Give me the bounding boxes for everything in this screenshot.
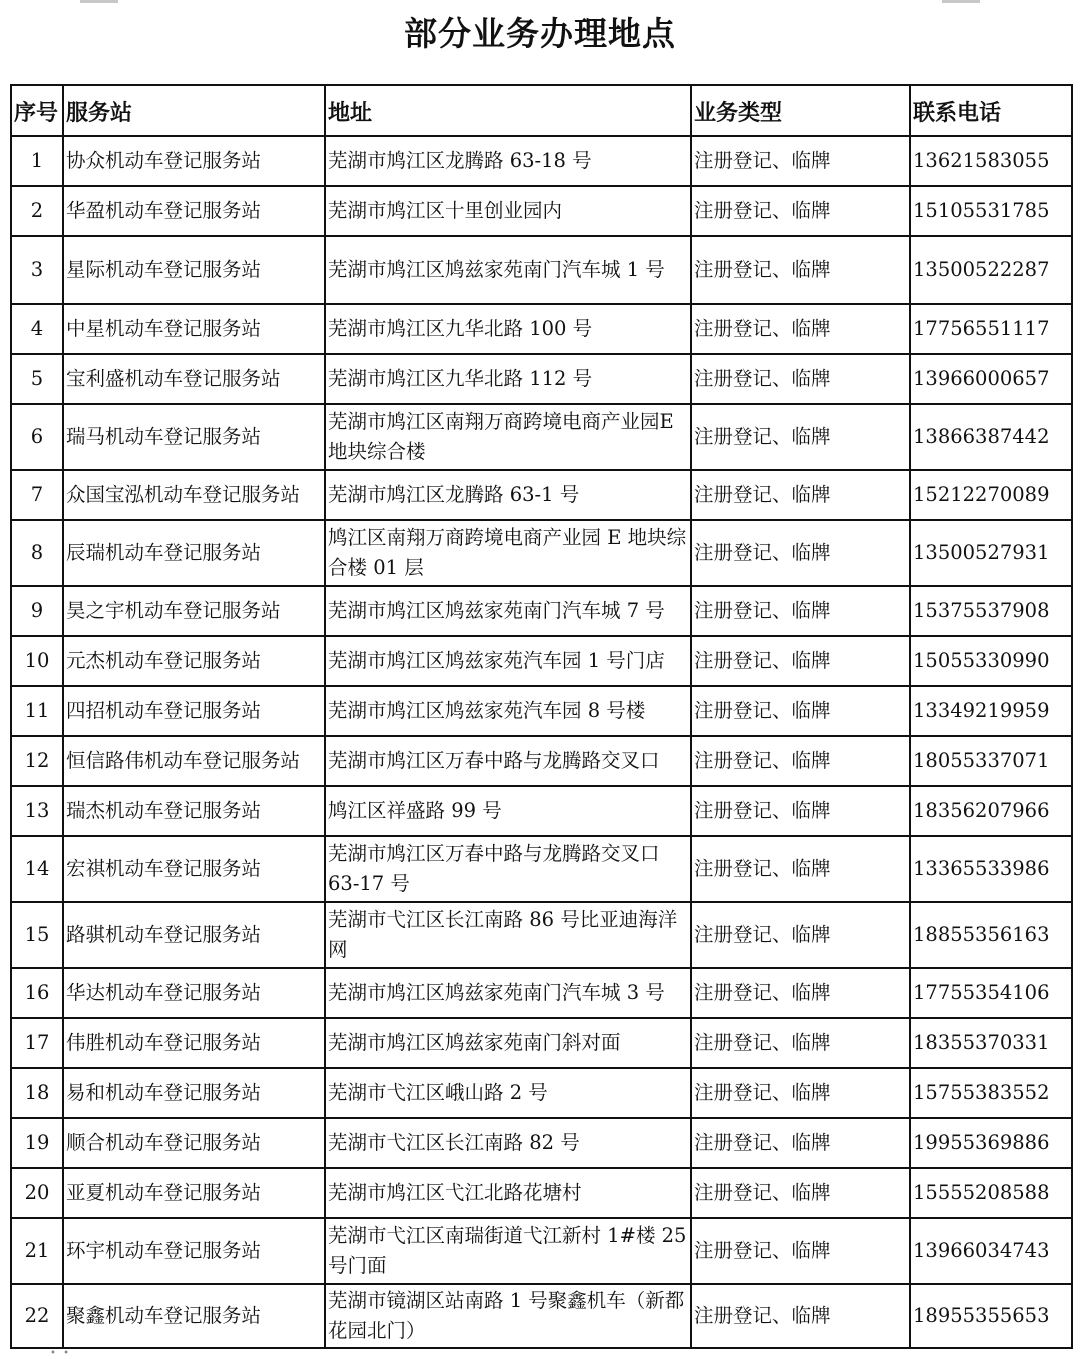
cell-station: 华盈机动车登记服务站 [63,186,325,236]
page-title: 部分业务办理地点 [404,14,676,53]
cell-business: 注册登记、临牌 [691,736,910,786]
cell-phone: 13966000657 [910,354,1072,404]
cell-address: 芜湖市弋江区南瑞街道弋江新村 1#楼 25 号门面 [325,1218,691,1284]
table-row [11,1118,1072,1168]
cell-station: 易和机动车登记服务站 [63,1068,325,1118]
cell-station: 众国宝泓机动车登记服务站 [63,470,325,520]
cell-station: 宝利盛机动车登记服务站 [63,354,325,404]
table-row [11,968,1072,1018]
cell-phone: 18855356163 [910,902,1072,968]
cell-phone: 13866387442 [910,404,1072,470]
cell-phone: 18356207966 [910,786,1072,836]
table-row [11,186,1072,236]
cell-station: 中星机动车登记服务站 [63,304,325,354]
cell-address: 芜湖市鸠江区十里创业园内 [325,186,691,236]
cell-index: 21 [11,1218,63,1284]
table-row [11,136,1072,186]
cell-phone: 18355370331 [910,1018,1072,1068]
cell-index: 1 [11,136,63,186]
table-row [11,1018,1072,1068]
cell-station: 星际机动车登记服务站 [63,236,325,304]
header-address: 地址 [325,85,691,136]
cell-station: 瑞杰机动车登记服务站 [63,786,325,836]
cell-business: 注册登记、临牌 [691,968,910,1018]
cell-address: 芜湖市鸠江区龙腾路 63-1 号 [325,470,691,520]
table-row [11,586,1072,636]
cell-phone: 18955355653 [910,1284,1072,1348]
cell-business: 注册登记、临牌 [691,520,910,586]
cell-business: 注册登记、临牌 [691,1118,910,1168]
table-row [11,520,1072,586]
cell-index: 18 [11,1068,63,1118]
cell-phone: 17756551117 [910,304,1072,354]
table-row [11,1068,1072,1118]
table-row [11,686,1072,736]
cell-address: 芜湖市鸠江区鸠兹家苑汽车园 8 号楼 [325,686,691,736]
cell-phone: 15105531785 [910,186,1072,236]
cell-index: 11 [11,686,63,736]
header-phone: 联系电话 [910,85,1072,136]
table-row [11,786,1072,836]
cell-phone: 13621583055 [910,136,1072,186]
cell-station: 华达机动车登记服务站 [63,968,325,1018]
cell-index: 7 [11,470,63,520]
cell-phone: 15212270089 [910,470,1072,520]
cell-business: 注册登记、临牌 [691,786,910,836]
cell-station: 昊之宇机动车登记服务站 [63,586,325,636]
cell-business: 注册登记、临牌 [691,354,910,404]
cell-phone: 13500527931 [910,520,1072,586]
cell-address: 芜湖市镜湖区站南路 1 号聚鑫机车（新都花园北门） [325,1284,691,1348]
table-row [11,354,1072,404]
cell-station: 环宇机动车登记服务站 [63,1218,325,1284]
cell-station: 亚夏机动车登记服务站 [63,1168,325,1218]
table-row [11,836,1072,902]
cell-address: 芜湖市弋江区长江南路 86 号比亚迪海洋网 [325,902,691,968]
table-row [11,1218,1072,1284]
cell-phone: 15555208588 [910,1168,1072,1218]
cell-address: 芜湖市鸠江区弋江北路花塘村 [325,1168,691,1218]
cell-station: 伟胜机动车登记服务站 [63,1018,325,1068]
cell-address: 芜湖市鸠江区万春中路与龙腾路交叉口63-17 号 [325,836,691,902]
cell-business: 注册登记、临牌 [691,586,910,636]
cell-business: 注册登记、临牌 [691,470,910,520]
table-row [11,902,1072,968]
cell-station: 辰瑞机动车登记服务站 [63,520,325,586]
cell-phone: 13349219959 [910,686,1072,736]
header-index: 序号 [11,85,63,136]
cell-index: 4 [11,304,63,354]
cell-phone: 15375537908 [910,586,1072,636]
cell-index: 17 [11,1018,63,1068]
cell-index: 15 [11,902,63,968]
cell-station: 瑞马机动车登记服务站 [63,404,325,470]
header-station: 服务站 [63,85,325,136]
table-row [11,1168,1072,1218]
cell-index: 5 [11,354,63,404]
cell-business: 注册登记、临牌 [691,304,910,354]
cell-station: 路骐机动车登记服务站 [63,902,325,968]
cell-business: 注册登记、临牌 [691,636,910,686]
cell-phone: 15755383552 [910,1068,1072,1118]
cell-phone: 13365533986 [910,836,1072,902]
cell-business: 注册登记、临牌 [691,1218,910,1284]
cell-business: 注册登记、临牌 [691,1018,910,1068]
cell-station: 恒信路伟机动车登记服务站 [63,736,325,786]
table-row [11,1284,1072,1348]
cell-business: 注册登记、临牌 [691,902,910,968]
cell-business: 注册登记、临牌 [691,1068,910,1118]
cell-business: 注册登记、临牌 [691,404,910,470]
cell-address: 芜湖市鸠江区龙腾路 63-18 号 [325,136,691,186]
header-business: 业务类型 [691,85,910,136]
cell-address: 芜湖市鸠江区九华北路 100 号 [325,304,691,354]
table-row [11,636,1072,686]
cell-index: 6 [11,404,63,470]
table-body [11,136,1072,1348]
cell-business: 注册登记、临牌 [691,186,910,236]
cell-address: 芜湖市鸠江区鸠兹家苑南门汽车城 3 号 [325,968,691,1018]
top-edge-mark-left [80,0,118,3]
cell-index: 2 [11,186,63,236]
cell-phone: 13966034743 [910,1218,1072,1284]
cell-station: 协众机动车登记服务站 [63,136,325,186]
cell-index: 3 [11,236,63,304]
cell-index: 8 [11,520,63,586]
table-row [11,236,1072,304]
cell-address: 芜湖市弋江区峨山路 2 号 [325,1068,691,1118]
cell-station: 顺合机动车登记服务站 [63,1118,325,1168]
cell-station: 元杰机动车登记服务站 [63,636,325,686]
cell-business: 注册登记、临牌 [691,1168,910,1218]
table-row [11,304,1072,354]
cell-address: 芜湖市鸠江区万春中路与龙腾路交叉口 [325,736,691,786]
cell-phone: 19955369886 [910,1118,1072,1168]
cell-station: 宏祺机动车登记服务站 [63,836,325,902]
cell-phone: 17755354106 [910,968,1072,1018]
cell-index: 19 [11,1118,63,1168]
cell-index: 16 [11,968,63,1018]
cell-business: 注册登记、临牌 [691,136,910,186]
cell-phone: 18055337071 [910,736,1072,786]
page-indicator-dots: • • [50,1348,71,1359]
cell-index: 20 [11,1168,63,1218]
cell-business: 注册登记、临牌 [691,686,910,736]
cell-address: 芜湖市鸠江区鸠兹家苑南门斜对面 [325,1018,691,1068]
table-row [11,470,1072,520]
cell-station: 四招机动车登记服务站 [63,686,325,736]
cell-index: 12 [11,736,63,786]
cell-address: 芜湖市鸠江区南翔万商跨境电商产业园E 地块综合楼 [325,404,691,470]
cell-station: 聚鑫机动车登记服务站 [63,1284,325,1348]
cell-address: 鸠江区祥盛路 99 号 [325,786,691,836]
cell-address: 芜湖市弋江区长江南路 82 号 [325,1118,691,1168]
cell-index: 9 [11,586,63,636]
cell-business: 注册登记、临牌 [691,236,910,304]
cell-address: 芜湖市鸠江区鸠兹家苑南门汽车城 1 号 [325,236,691,304]
table-row [11,404,1072,470]
cell-business: 注册登记、临牌 [691,836,910,902]
cell-index: 10 [11,636,63,686]
top-edge-mark-right [942,0,980,3]
cell-address: 芜湖市鸠江区九华北路 112 号 [325,354,691,404]
cell-business: 注册登记、临牌 [691,1284,910,1348]
table-row [11,736,1072,786]
service-station-table [10,84,1073,1349]
cell-phone: 15055330990 [910,636,1072,686]
cell-index: 14 [11,836,63,902]
cell-address: 芜湖市鸠江区鸠兹家苑南门汽车城 7 号 [325,586,691,636]
cell-phone: 13500522287 [910,236,1072,304]
cell-address: 芜湖市鸠江区鸠兹家苑汽车园 1 号门店 [325,636,691,686]
table-header-row [11,85,1072,136]
cell-address: 鸠江区南翔万商跨境电商产业园 E 地块综合楼 01 层 [325,520,691,586]
cell-index: 13 [11,786,63,836]
cell-index: 22 [11,1284,63,1348]
